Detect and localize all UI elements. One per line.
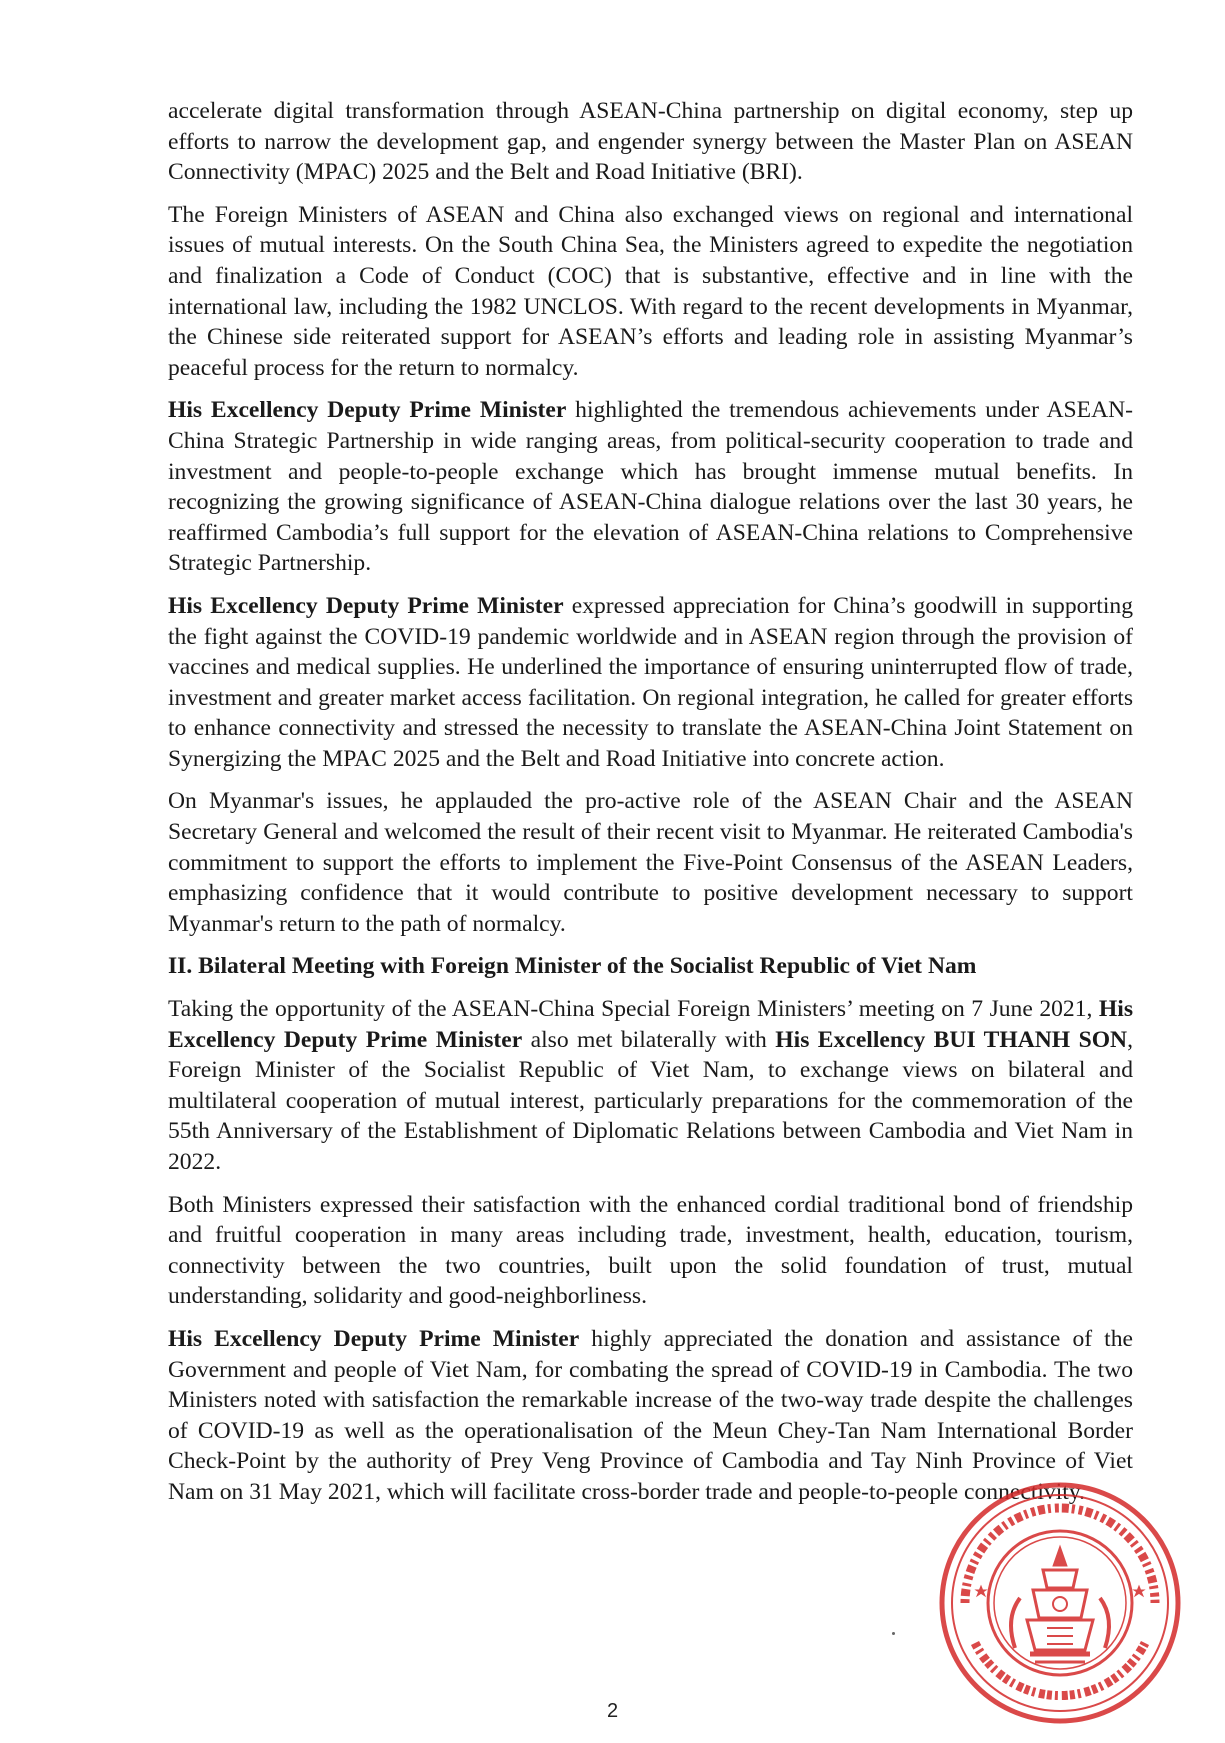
text-run: Taking the opportunity of the ASEAN-China Special Foreign Ministers’ meeting on 7 June 2021, (168, 996, 1099, 1023)
bold-text: His Excellency Deputy Prime Minister (168, 1325, 580, 1352)
text-run: expressed appreciation for China’s goodwill in supporting the fight against the COVID-19 pandemic worldwide and in ASEAN region through the provision of vaccines and medical supplies. He underlined the importance of ensuring uninterrupted flow of trade, investment and greater market access facilitation. On regional integration, he called for greater efforts to enhance connectivity and stressed the necessity to translate the ASEAN-China Joint Statement on Synergizing the MPAC 2025 and the Belt and Road Initiative into concrete action. (168, 592, 1133, 772)
bold-text: His Excellency BUI THANH SON (775, 1026, 1128, 1053)
paragraph (168, 200, 1133, 384)
bold-text: II. Bilateral Meeting with Foreign Minister of the Socialist Republic of Viet Nam (168, 953, 977, 980)
bold-text: His Excellency Deputy Prime Minister (168, 397, 567, 424)
text-run: The Foreign Ministers of ASEAN and China also exchanged views on regional and international issues of mutual interests. On the South China Sea, the Ministers agreed to expedite the negotiation and finalization a Code of Conduct (COC) that is substantive, effective and in line with the international law, including the 1982 UNCLOS. With regard to the recent developments in Myanmar, the Chinese side reiterated support for ASEAN’s efforts and leading role in assisting Myanmar’s peaceful process for the return to normalcy. (168, 201, 1133, 381)
section-heading (168, 951, 1133, 982)
text-run: , Foreign Minister of the Socialist Republic of Viet Nam, to exchange views on bilateral and multilateral cooperation of mutual interest, particularly preparations for the commemoration of the 55th Anniversary of the Establishment of Diplomatic Relations between Cambodia and Viet Nam in 2022. (168, 1026, 1134, 1175)
page-number: 2 (606, 1700, 619, 1722)
bold-text: His Excellency Deputy Prime Minister (168, 592, 564, 619)
paragraph (168, 1190, 1133, 1312)
official-seal-icon (935, 1478, 1185, 1728)
paragraph (168, 395, 1133, 579)
paragraph (168, 994, 1133, 1178)
text-run: Both Ministers expressed their satisfaction with the enhanced cordial traditional bond of friendship and fruitful cooperation in many areas including trade, investment, health, education, tourism, connectivity between the two countries, built upon the solid foundation of trust, mutual understanding, solidarity and good-neighborliness. (168, 1191, 1133, 1310)
text-run: highly appreciated the donation and assistance of the Government and people of Viet Nam, for combating the spread of COVID-19 in Cambodia. The two Ministers noted with satisfaction the remarkable increase of the two-way trade despite the challenges of COVID-19 as well as the operationalisation of the Meun Chey-Tan Nam International Border Check-Point by the authority of Prey Veng Province of Cambodia and Tay Ninh Province of Viet Nam on 31 May 2021, which will facilitate cross-border trade and people-to-people connectivity. (168, 1325, 1133, 1505)
document-body (168, 96, 1133, 1520)
speck (892, 1632, 895, 1635)
text-run: accelerate digital transformation through ASEAN-China partnership on digital economy, step up efforts to narrow the development gap, and engender synergy between the Master Plan on ASEAN Connectivity (MPAC) 2025 and the Belt and Road Initiative (BRI). (168, 98, 1133, 186)
paragraph (168, 786, 1133, 939)
paragraph (168, 96, 1133, 188)
paragraph (168, 591, 1133, 775)
bold-text: His Excellency Deputy Prime Minister (168, 996, 1133, 1053)
text-run: also met bilaterally with (522, 1026, 776, 1053)
text-run: On Myanmar's issues, he applauded the pro-active role of the ASEAN Chair and the ASEAN Secretary General and welcomed the result of their recent visit to Myanmar. He reiterated Cambodia's commitment to support the efforts to implement the Five-Point Consensus of the ASEAN Leaders, emphasizing confidence that it would contribute to positive development necessary to support Myanmar's return to the path of normalcy. (168, 788, 1133, 937)
text-run: highlighted the tremendous achievements under ASEAN-China Strategic Partnership in wide ranging areas, from political-security cooperation to trade and investment and people-to-people exchange which has brought immense mutual benefits. In recognizing the growing significance of ASEAN-China dialogue relations over the last 30 years, he reaffirmed Cambodia’s full support for the elevation of ASEAN-China relations to Comprehensive Strategic Partnership. (168, 397, 1133, 577)
